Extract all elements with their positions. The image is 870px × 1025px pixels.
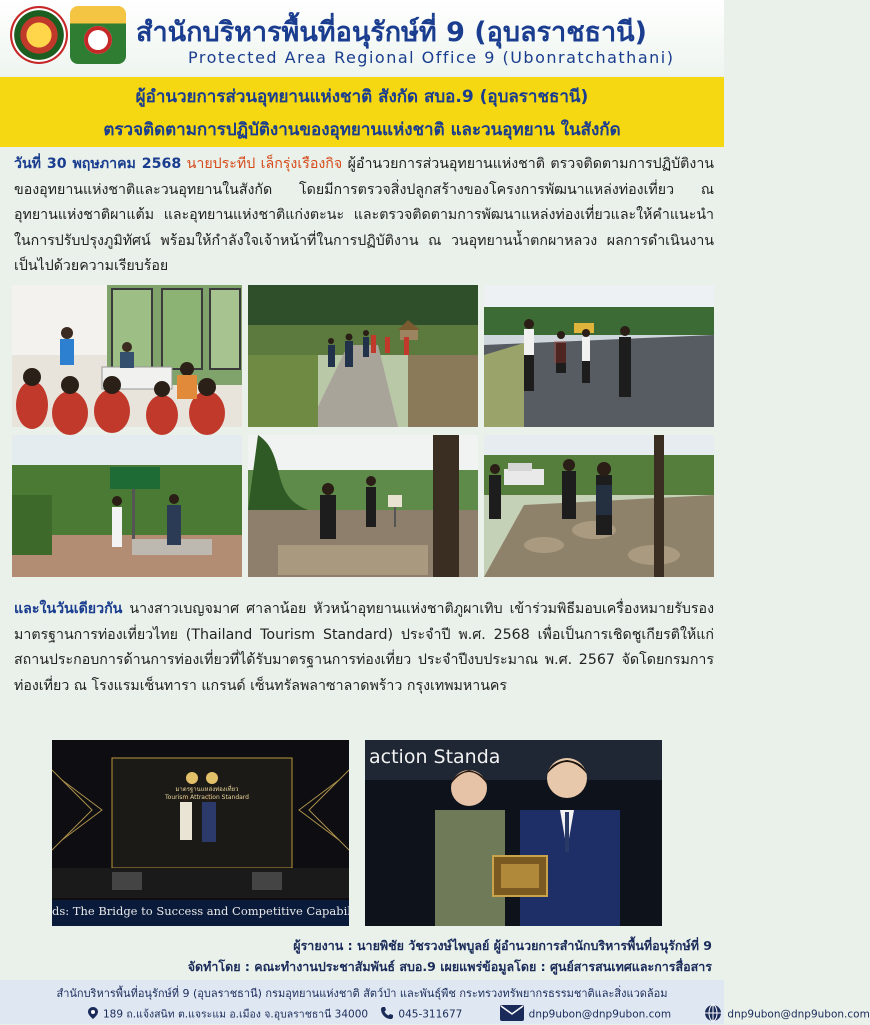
location-pin-icon <box>88 1007 98 1022</box>
footer-contact-line <box>88 1004 870 1025</box>
stage-screen-text-en: Tourism Attraction Standard <box>165 794 249 801</box>
credits-block <box>188 935 712 977</box>
office-emblem-logo <box>70 6 126 64</box>
globe-icon <box>704 1004 722 1025</box>
footer-website: dnp9ubon@dnp9ubon.com <box>727 1008 870 1021</box>
article-1-body: ผู้อำนวยการส่วนอุทยานแห่งชาติ ตรวจติดตามการปฏิบัติงานของอุทยานแห่งชาติและวนอุทยานในสังกัด โดยมีการตรวจสิ่งปลูกสร้างของโครงการพัฒนาแหล่งท่องเที่ยว ณ อุทยานแห่งชาติผาแต้ม และอุทยานแห่งชาติแก่งตะนะ และตรวจติดตามการพัฒนาแหล่งท่องเที่ยวและให้คำแนะนำในการปรับปรุงภูมิทัศน์ พร้อมให้กำลังใจเจ้าหน้าที่ในการปฏิบัติงาน ณ วนอุทยานน้ำตกผาหลวง ผลการดำเนินงานเป็นไปด้วยความเรียบร้อย <box>14 156 714 274</box>
office-title-english: Protected Area Regional Office 9 (Ubonratchathani) <box>188 48 675 67</box>
footer-address: 189 ถ.แจ้งสนิท ต.แจระแม อ.เมือง จ.อุบลราชธานี 34000 <box>103 1008 369 1021</box>
article-2-body: นางสาวเบญจมาศ ศาลาน้อย หัวหน้าอุทยานแห่งชาติภูผาเทิบ เข้าร่วมพิธีมอบเครื่องหมายรับรองมาตรฐานการท่องเที่ยวไทย (Thailand Tourism Standard) ประจำปี พ.ศ. 2568 เพื่อเป็นการเชิดชูเกียรติให้แก่สถานประกอบการด้านการท่องเที่ยวที่ได้รับมาตรฐานการท่องเที่ยว ประจำปีงบประมาณ พ.ศ. 2567 จัดโดยกรมการท่องเที่ยว ณ โรงแรมเซ็นทารา แกรนด์ เซ็นทรัลพลาซาลาดพร้าว กรุงเทพมหานคร <box>14 601 714 694</box>
stage-screen-text-th: มาตรฐานแหล่งท่องเที่ยว <box>175 786 239 793</box>
footer-office-line: สำนักบริหารพื้นที่อนุรักษ์ที่ 9 (อุบลราชธานี) กรมอุทยานแห่งชาติ สัตว์ป่า และพันธุ์พืช กระทรวงทรัพยากรธรรมชาติและสิ่งแวดล้อม <box>56 987 668 1000</box>
award-stage-photo <box>52 740 349 926</box>
stone-path-photo <box>484 435 714 577</box>
article-date: วันที่ 30 พฤษภาคม 2568 <box>14 156 182 172</box>
phone-icon <box>381 1007 393 1022</box>
stage-screen-text <box>152 786 262 802</box>
office-title-thai: สำนักบริหารพื้นที่อนุรักษ์ที่ 9 (อุบลราชธานี) <box>136 17 647 48</box>
producer-credit: จัดทำโดย : คณะทำงานประชาสัมพันธ์ สบอ.9 เผยแพร่ข้อมูลโดย : ศูนย์สารสนเทศและการสื่อสาร <box>187 959 712 974</box>
page-header <box>0 0 724 76</box>
backdrop-text: action Standa <box>369 746 501 768</box>
award-portrait-photo <box>365 740 662 926</box>
meeting-room-photo <box>12 285 242 427</box>
mail-icon <box>500 1005 524 1024</box>
park-road-photo <box>248 285 478 427</box>
footer-email: dnp9ubon@dnp9ubon.com <box>528 1008 672 1021</box>
dnp-emblem-logo <box>10 6 68 64</box>
parking-lot-photo <box>484 285 714 427</box>
sign-and-tap-photo <box>12 435 242 577</box>
stage-banner-text: ds: The Bridge to Success and Competitive Capabil <box>52 904 351 918</box>
article-1-paragraph <box>14 152 714 280</box>
article-2-lead: และในวันเดียวกัน <box>14 601 123 617</box>
reporter-credit: ผู้รายงาน : นายพิชัย วัชรวงษ์ไพบูลย์ ผู้อำนวยการสำนักบริหารพื้นที่อนุรักษ์ที่ 9 <box>293 938 712 953</box>
article-person-name: นายประทีป เล็กรุ่งเรืองกิจ <box>186 156 343 172</box>
rock-cliff-photo <box>248 435 478 577</box>
article-2-paragraph <box>14 597 714 699</box>
headline-line-1: ผู้อำนวยการส่วนอุทยานแห่งชาติ สังกัด สบอ.9 (อุบลราชธานี) <box>135 87 589 107</box>
headline-line-2: ตรวจติดตามการปฏิบัติงานของอุทยานแห่งชาติ และวนอุทยาน ในสังกัด <box>103 120 621 140</box>
page-footer <box>0 980 870 1024</box>
headline-banner <box>0 77 724 147</box>
footer-phone: 045-311677 <box>398 1008 463 1021</box>
